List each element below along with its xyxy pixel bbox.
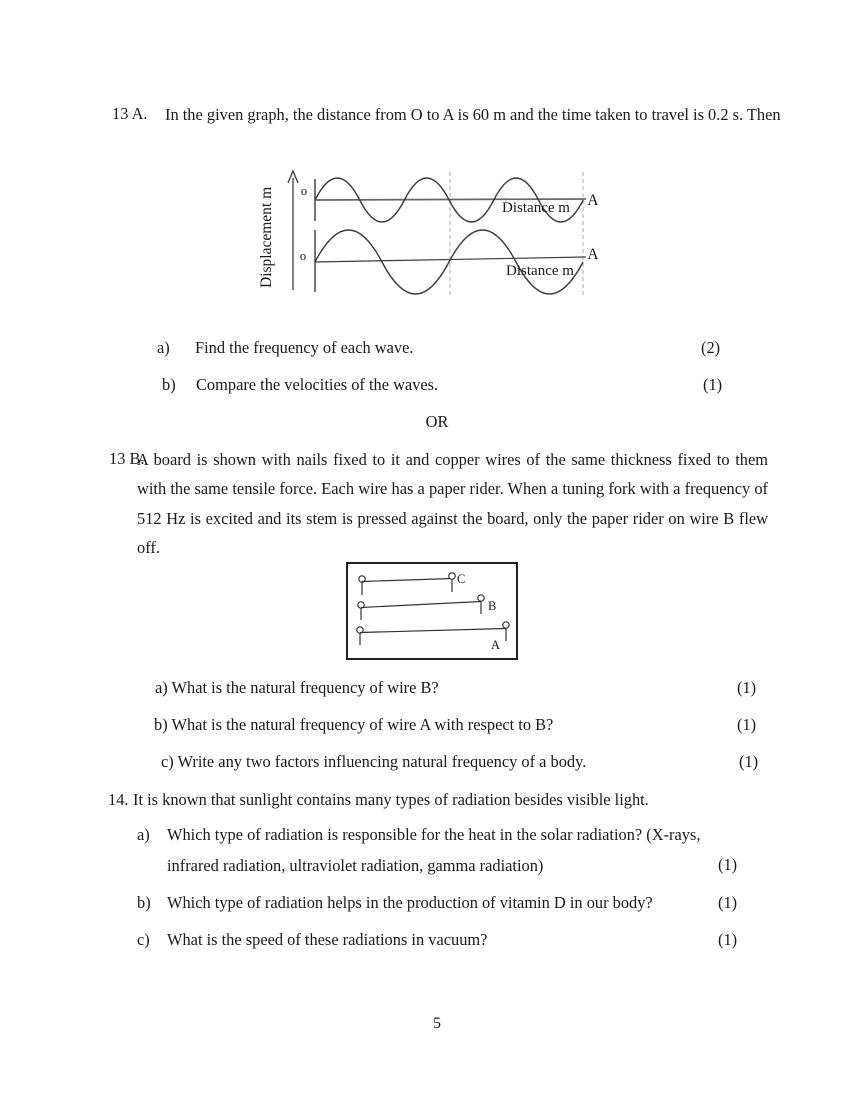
item-marks: (1) (718, 930, 738, 949)
item-text: Find the frequency of each wave. (195, 338, 414, 357)
item-marks: (1) (739, 752, 759, 771)
item-marks: (1) (737, 678, 757, 697)
item-text: What is the natural frequency of wire B? (171, 678, 439, 697)
wire-c-label: C (457, 572, 466, 586)
item-label: a) (137, 825, 150, 844)
or-label: OR (425, 412, 449, 431)
item-text: What is the speed of these radiations in vacuum? (167, 930, 488, 949)
item-label: a) (155, 678, 168, 697)
wire-a-right-nail-head (503, 622, 509, 628)
item-label-text (154, 717, 553, 733)
question-number: 13 A. (112, 104, 148, 123)
wire-c (362, 579, 452, 582)
page-number: 5 (433, 1015, 441, 1032)
item-text: Which type of radiation helps in the production of vitamin D in our body? (167, 893, 653, 912)
wire-c-right-nail-head (449, 573, 455, 579)
item-label: b) (154, 715, 168, 734)
item-text: What is the natural frequency of wire A with respect to B? (171, 715, 554, 734)
item-marks: (1) (737, 715, 757, 734)
question-text: A board is shown with nails fixed to it and copper wires of the same thickness fixed to them with the same tensile force. Each wire has a paper rider. When a tuning fork with a frequency of 512 Hz is excited and its stem is pressed against the board, only the paper rider on wire B flew off. (137, 450, 768, 557)
item-text: Which type of radiation is responsible for the heat in the solar radiation? (X-rays, infrared radiation, ultraviolet radiation, gamma radiation) (167, 825, 701, 875)
item-marks: (2) (701, 338, 721, 357)
displacement-axis-label: Displacement m (258, 186, 275, 288)
wire-b-right-nail-head (478, 595, 484, 601)
item-label: b) (162, 375, 176, 394)
wave-graph-figure (253, 166, 613, 300)
bottom-wave-curve (315, 230, 583, 294)
bottom-wave-distance-label: Distance m (506, 263, 574, 279)
bottom-wave-end-label: A (587, 246, 599, 263)
top-wave-origin-label: o (300, 184, 308, 198)
bottom-wave-origin-label: o (299, 249, 307, 263)
top-wave-end-label: A (587, 192, 599, 209)
item-label: b) (137, 893, 151, 912)
board-wires-figure (344, 560, 520, 662)
item-text: Write any two factors influencing natural frequency of a body. (177, 752, 587, 771)
question-number: 14. (108, 790, 129, 809)
item-label-text (155, 680, 439, 696)
wire-b-label: B (488, 599, 497, 613)
item-marks: (1) (718, 855, 738, 874)
item-marks: (1) (718, 893, 738, 912)
item-text: Compare the velocities of the waves. (196, 375, 439, 394)
item-label-text (161, 754, 586, 770)
top-wave-distance-label: Distance m (502, 200, 570, 216)
wire-a-label: A (491, 638, 501, 652)
item-label: c) (161, 752, 174, 771)
question-text: It is known that sunlight contains many types of radiation besides visible light. (133, 790, 649, 809)
item-label: c) (137, 930, 150, 949)
question-number: 13 B. (109, 449, 145, 468)
question-text: In the given graph, the distance from O to A is 60 m and the time taken to travel is 0.2 s. Then (165, 105, 781, 124)
item-label: a) (157, 338, 170, 357)
wire-a (360, 629, 506, 633)
wire-b (361, 602, 481, 608)
item-marks: (1) (703, 375, 723, 394)
